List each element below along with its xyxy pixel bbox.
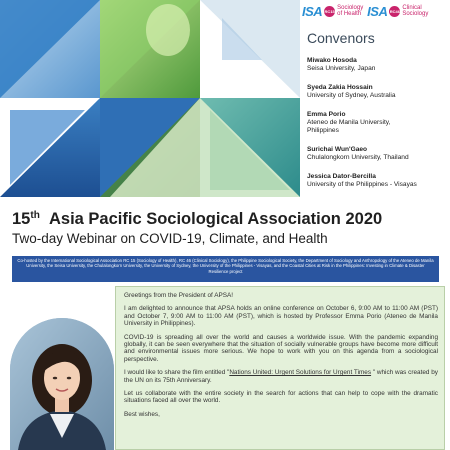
film-text-before: I would like to share the film entitled " bbox=[124, 369, 230, 377]
convenor-entry bbox=[307, 146, 450, 162]
closing-line: Best wishes, bbox=[124, 410, 160, 418]
title-ordinal: 15 bbox=[12, 210, 31, 228]
film-link[interactable]: Nations United: Urgent Solutions for Urgent Times bbox=[229, 369, 372, 377]
convenors-heading: Convenors bbox=[307, 30, 375, 46]
rc15-badge-icon: RC15 bbox=[324, 6, 335, 17]
partner-logos bbox=[302, 2, 450, 20]
portrait-illustration bbox=[10, 318, 114, 450]
convenor-name: Miwako Hosoda bbox=[307, 57, 357, 64]
convenor-affiliation: Ateneo de Manila University, Philippines bbox=[307, 119, 391, 134]
cohost-banner: Co-hosted by the International Sociological Association RC 15 (Sociology of Health), RC 46 (Clinical Sociology), the Philippine Sociological Society, the Department of Sociology and Anthropology of the Ateneo de Manila University, the Seisa University, the Chulalongkorn University, the University of Sydney, the University of the Philippines - Visayas, and the Coastal Cities at Risk in the Philippines: Investing in Climate & Disaster Resilience project bbox=[12, 256, 439, 282]
convenor-entry bbox=[307, 173, 450, 189]
rc15-name: Sociology of Health bbox=[337, 5, 364, 17]
header-mosaic-artwork bbox=[0, 0, 300, 197]
film-paragraph bbox=[124, 369, 438, 384]
isa-logo-secondary: ISA bbox=[367, 3, 388, 19]
film-text-after: " which was created by the UN on its 75th Anniversary. bbox=[124, 369, 438, 384]
conference-subtitle: Two-day Webinar on COVID-19, Climate, and Health bbox=[12, 231, 328, 246]
title-main: Asia Pacific Sociological Association 2020 bbox=[48, 210, 383, 228]
convenor-name: Surichai Wun'Gaeo bbox=[307, 146, 368, 153]
collaboration-paragraph: Let us collaborate with the entire society in the search for actions that can help to cope with the dramatic situations faced all over the world. bbox=[124, 390, 438, 405]
convenor-affiliation: University of Sydney, Australia bbox=[307, 92, 396, 99]
convenor-affiliation: University of the Philippines - Visayas bbox=[307, 181, 417, 188]
covid-paragraph: COVID-19 is spreading all over the world and causes a worldwide issue. With the pandemic expanding globally, it can be seen everywhere that the situation of socially vulnerable groups have become more difficult and environmental issues more serious. We hope to work with you on this agenda from a sociological perspective. bbox=[124, 333, 438, 363]
conference-title bbox=[12, 210, 382, 229]
title-ordinal-suffix: th bbox=[30, 210, 40, 221]
convenor-entry bbox=[307, 111, 450, 135]
president-photo bbox=[10, 318, 114, 450]
rc46-name: Clinical Sociology bbox=[402, 5, 429, 17]
convenor-affiliation: Chulalongkorn University, Thailand bbox=[307, 154, 409, 161]
convenor-entry bbox=[307, 57, 450, 73]
announcement-paragraph: I am delighted to announce that APSA holds an online conference on October 6, 9:00 AM to 11:00 AM (PST) and October 7, 9:00 AM to 11:00 AM (PST), which is hosted by Professor Emma Porio (Ateneo de Manila University in Philippines). bbox=[124, 305, 438, 328]
convenor-name: Emma Porio bbox=[307, 111, 346, 118]
president-greeting-panel bbox=[115, 286, 445, 450]
convenor-name: Jessica Dator-Bercilla bbox=[307, 173, 376, 180]
convenor-affiliation: Seisa University, Japan bbox=[307, 65, 376, 72]
convenor-entry bbox=[307, 84, 450, 100]
convenor-name: Syeda Zakia Hossain bbox=[307, 84, 373, 91]
isa-logo: ISA bbox=[302, 3, 323, 19]
greeting-line: Greetings from the President of APSA! bbox=[124, 292, 234, 299]
rc46-badge-icon: RC46 bbox=[389, 6, 400, 17]
